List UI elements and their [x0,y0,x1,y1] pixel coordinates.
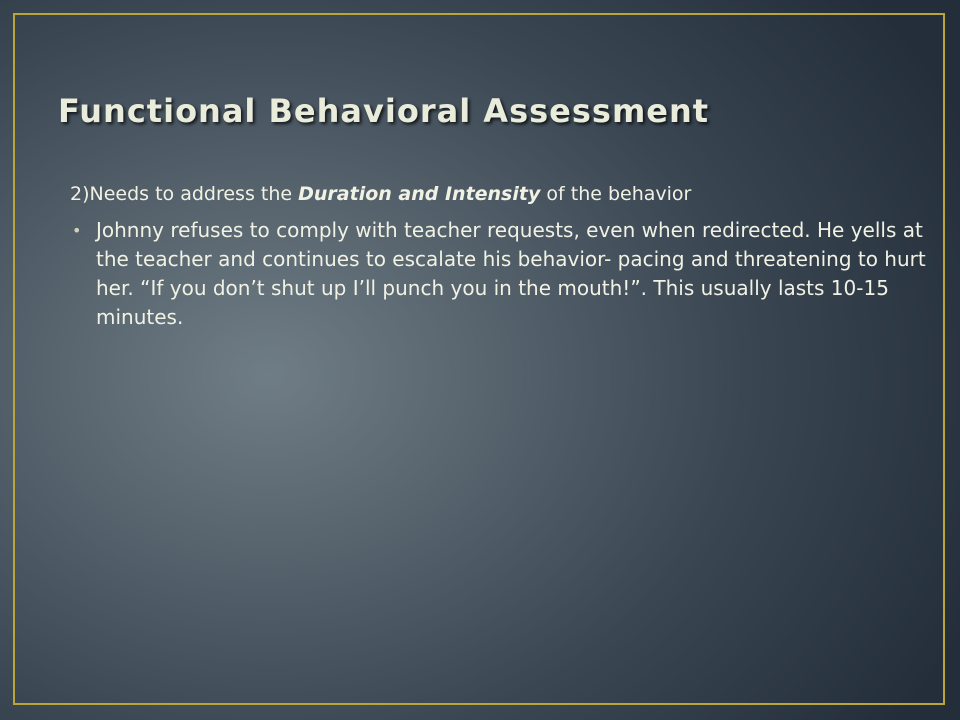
bullet-text: Johnny refuses to comply with teacher requests, even when redirected. He yells at the teacher and continues to escalate his behavior- pacing and threatening to hurt her. “If you don’t shut up I’ll punch you in the mouth!”. This usually lasts 10-15 minutes. [96,218,926,329]
lead-suffix: of the behavior [540,183,692,205]
slide-body [70,180,926,332]
lead-prefix: 2)Needs to address the [70,183,299,205]
lead-line [70,180,926,208]
slide-title: Functional Behavioral Assessment [58,92,710,130]
bullet-icon: • [72,221,82,240]
bullet-item [70,216,926,332]
lead-emphasis: Duration and Intensity [298,183,541,205]
